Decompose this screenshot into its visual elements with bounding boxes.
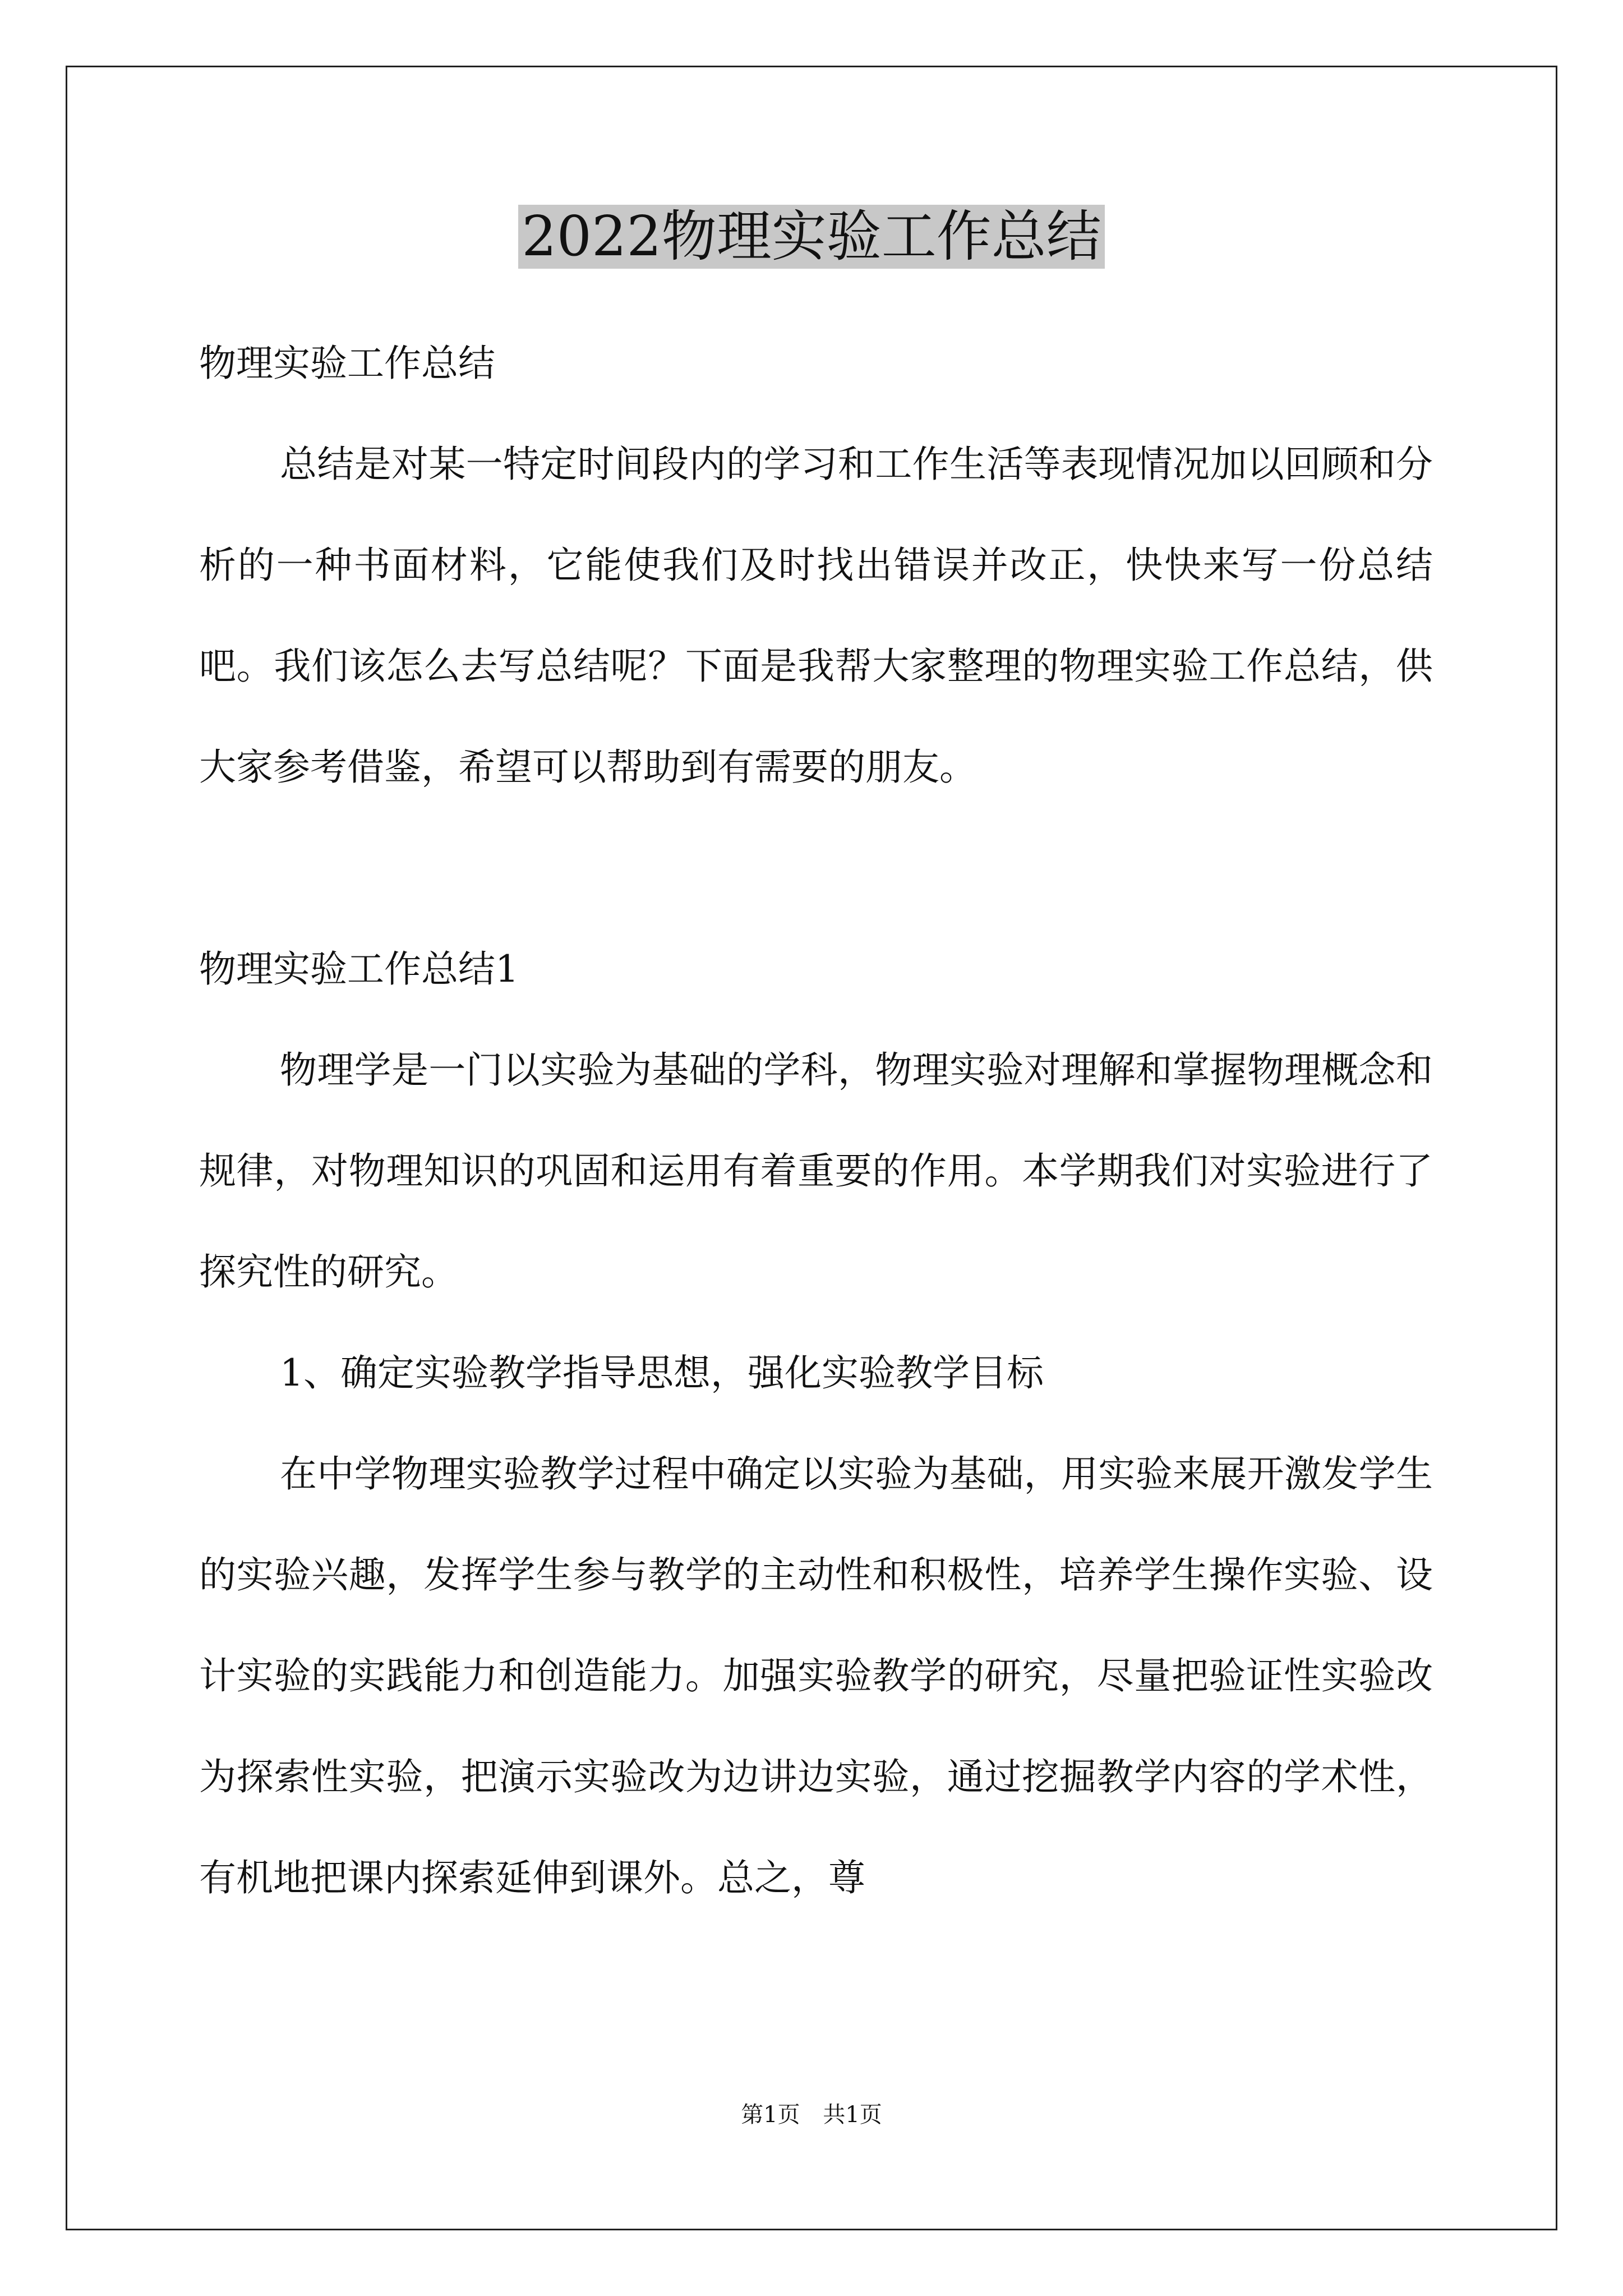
section-paragraph-2: 在中学物理实验教学过程中确定以实验为基础，用实验来展开激发学生的实验兴趣，发挥学生参与教学的主动性和积极性，培养学生操作实验、设计实验的实践能力和创造能力。加强实验教学的研究，尽量把验证性实验改为探索性实验，把演示实验改为边讲边实验，通过挖掘教学内容的学术性，有机地把课内探索延伸到课外。总之，尊 <box>199 1452 1433 1899</box>
section-heading: 物理实验工作总结1 <box>199 947 519 991</box>
page-total: 共1页 <box>823 2102 882 2128</box>
page-current: 第1页 <box>741 2102 800 2128</box>
page-footer <box>0 2098 1623 2132</box>
point-1-heading: 1、确定实验教学指导思想，强化实验教学目标 <box>280 1351 1044 1395</box>
intro-paragraph: 总结是对某一特定时间段内的学习和工作生活等表现情况加以回顾和分析的一种书面材料，它能使我们及时找出错误并改正，快快来写一份总结吧。我们该怎么去写总结呢？下面是我帮大家整理的物理实验工作总结，供大家参考借鉴，希望可以帮助到有需要的朋友。 <box>199 443 1433 789</box>
document-title-text: 2022物理实验工作总结 <box>518 205 1104 269</box>
section-paragraph-1: 物理学是一门以实验为基础的学科，物理实验对理解和掌握物理概念和规律，对物理知识的巩固和运用有着重要的作用。本学期我们对实验进行了探究性的研究。 <box>199 1048 1433 1294</box>
document-title <box>0 197 1623 276</box>
subtitle: 物理实验工作总结 <box>199 342 495 385</box>
